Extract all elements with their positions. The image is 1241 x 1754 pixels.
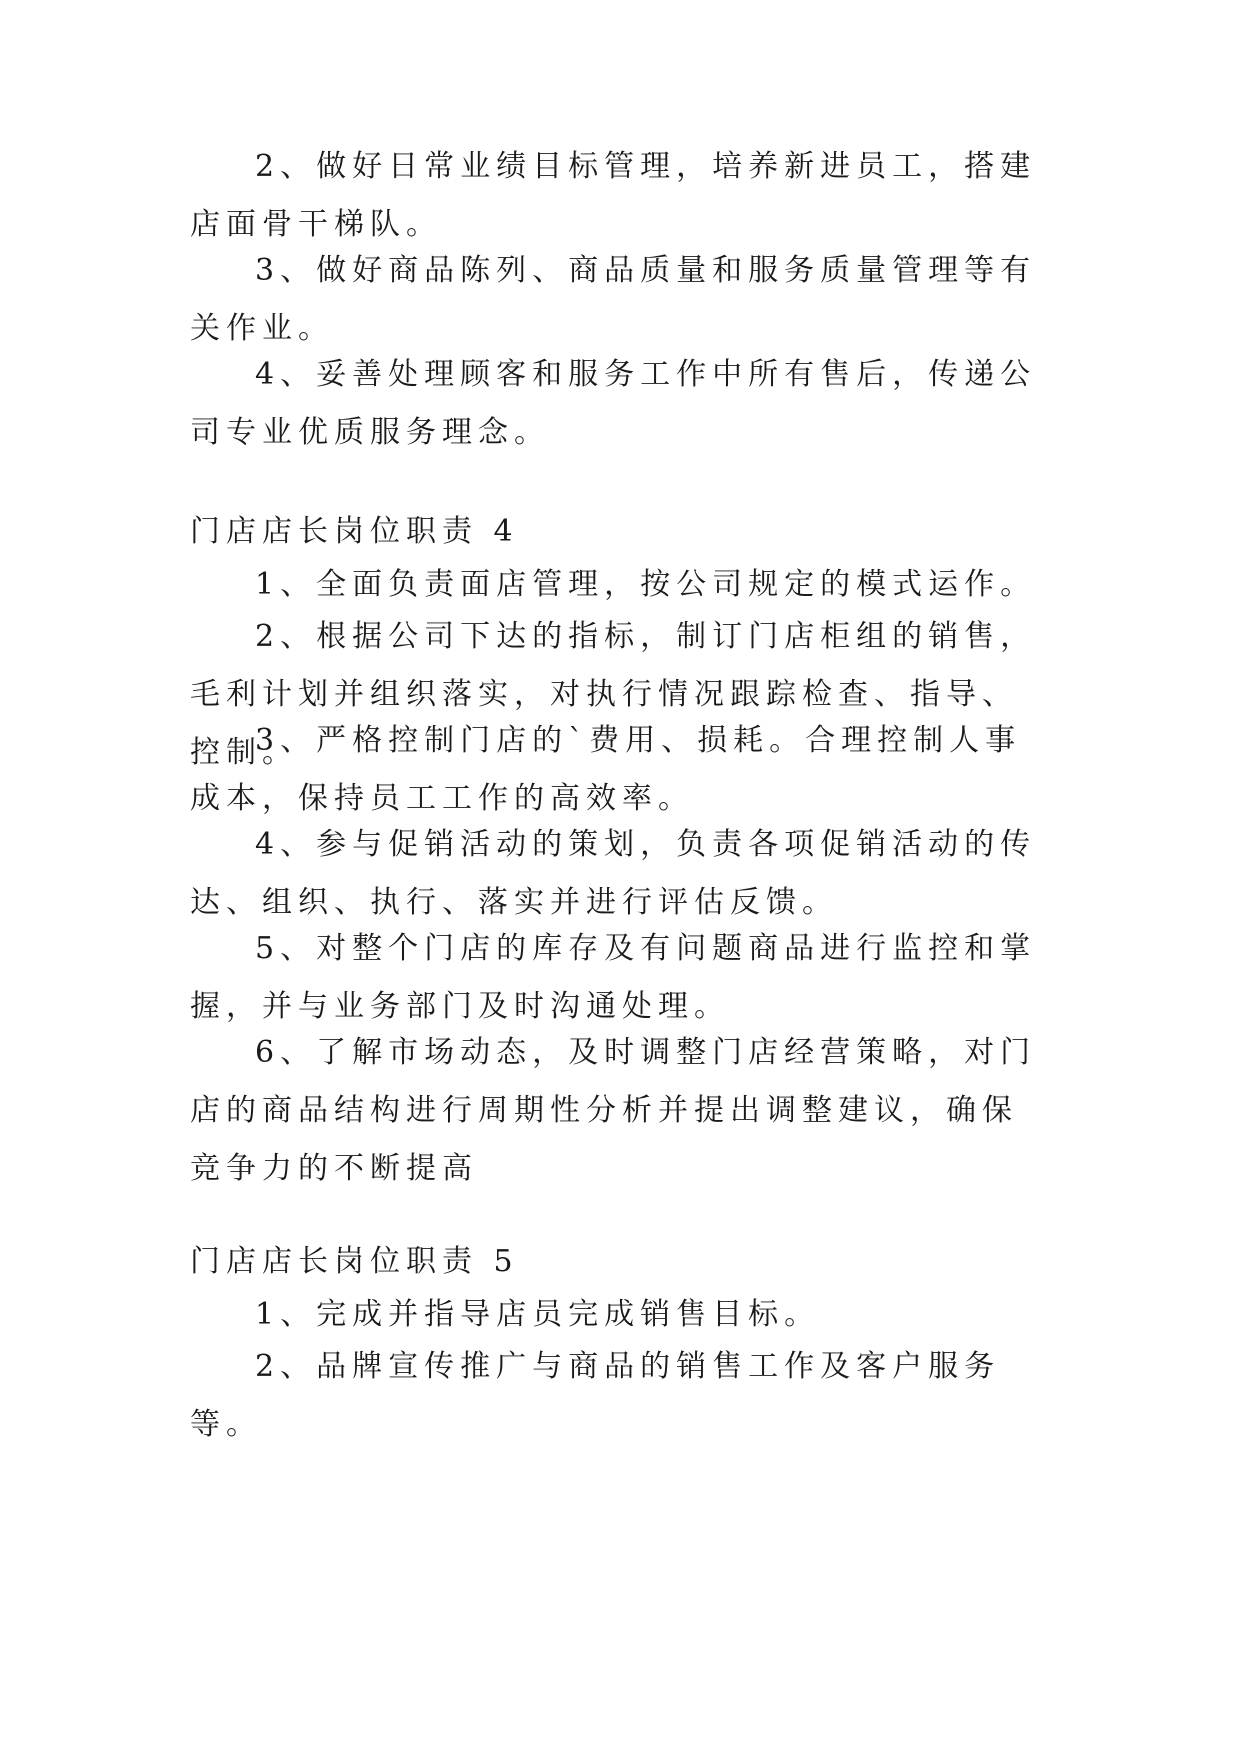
section5-title: 门店店长岗位职责 5: [190, 1244, 519, 1279]
section5-item-2: 2、品牌宣传推广与商品的销售工作及客户服务等。: [190, 1349, 1001, 1442]
section4-item-3: 3、严格控制门店的`费用、损耗。合理控制人事成本，保持员工工作的高效率。: [190, 723, 1022, 816]
section4-item-1: 1、全面负责面店管理，按公司规定的模式运作。: [255, 567, 1037, 602]
section3-item-2: 2、做好日常业绩目标管理，培养新进员工，搭建店面骨干梯队。: [190, 149, 1037, 242]
section4-item-5: 5、对整个门店的库存及有问题商品进行监控和掌握，并与业务部门及时沟通处理。: [190, 931, 1037, 1024]
section4-item-6: 6、了解市场动态，及时调整门店经营策略，对门店的商品结构进行周期性分析并提出调整建议，确保竞争力的不断提高: [190, 1035, 1037, 1186]
section3-item-3: 3、做好商品陈列、商品质量和服务质量管理等有关作业。: [190, 253, 1037, 346]
section3-item-4: 4、妥善处理顾客和服务工作中所有售后，传递公司专业优质服务理念。: [190, 357, 1037, 450]
section4-title: 门店店长岗位职责 4: [190, 514, 519, 549]
section4-item-2: 2、根据公司下达的指标，制订门店柜组的销售，毛利计划并组织落实，对执行情况跟踪检查、指导、控制。: [190, 619, 1037, 770]
section4-item-4: 4、参与促销活动的策划，负责各项促销活动的传达、组织、执行、落实并进行评估反馈。: [190, 827, 1037, 920]
section5-item-1: 1、完成并指导店员完成销售目标。: [255, 1297, 821, 1332]
